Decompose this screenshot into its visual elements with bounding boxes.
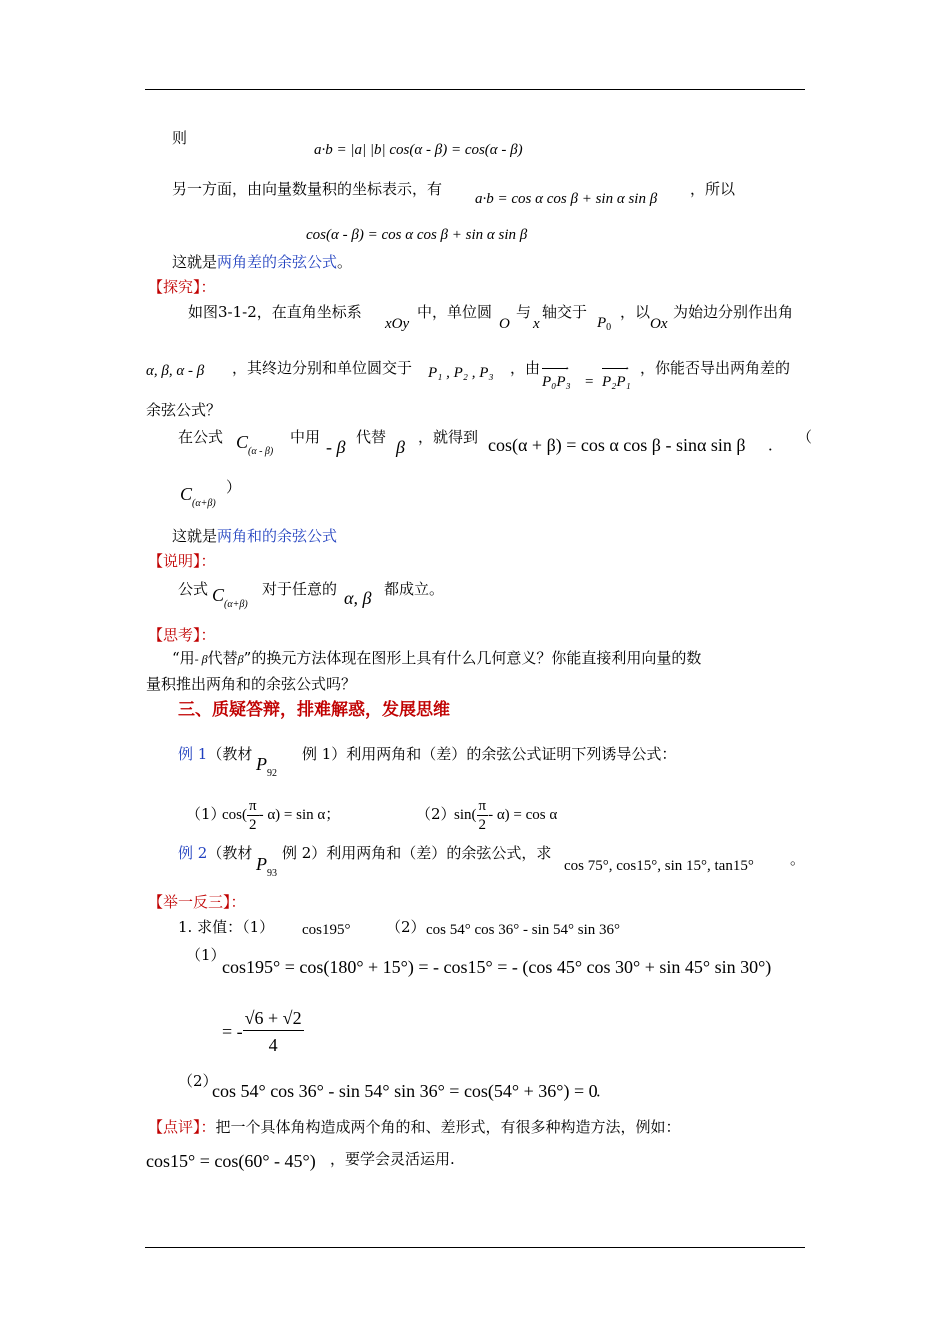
link-difference-formula[interactable]: 两角差的余弦公式 xyxy=(217,253,338,271)
symbol-c-sum-2: $C_{(\alpha+\beta)}$ xyxy=(212,585,248,610)
comment-row1: 【点评】：把一个具体角构造成两个角的和、差形式，有很多种构造方法，例如： xyxy=(148,1118,681,1136)
text-douchengli: 都成立。 xyxy=(384,580,445,598)
text-nengfou: ，你能否导出两角差的 xyxy=(640,359,791,377)
label-juyifansan: 【举一反三】： xyxy=(148,893,246,911)
comment-tail: ，要学会灵活运用. xyxy=(330,1150,455,1168)
formula-cos195: cos195° xyxy=(302,922,351,938)
text-zaigongshi: 在公式 xyxy=(178,428,224,446)
symbol-p123: P₁ , P₂ , P₃ xyxy=(428,365,494,381)
symbol-neg-beta: - β xyxy=(326,437,346,457)
paragraph-explore-row1: 如图3-1-2，在直角坐标系 xyxy=(188,303,362,321)
formula-induction-2: sin( $\frac{\pi}{2}$ - α) = cos α xyxy=(454,798,558,833)
bottom-rule xyxy=(145,1247,805,1248)
paren-left: （ xyxy=(797,428,813,446)
text-difference-formula-line: 这就是两角差的余弦公式。 xyxy=(172,253,353,271)
example-1-text: 例 1）利用两角和（差）的余弦公式证明下列诱导公式： xyxy=(302,745,677,763)
symbol-beta: β xyxy=(396,437,405,457)
formula-dot-product-coordinates: a·b = cos α cos β + sin α sin β xyxy=(475,191,658,207)
example-2-text: 例 2）利用两角和（差）的余弦公式，求 xyxy=(282,844,552,862)
symbol-p0: $P_0$ xyxy=(597,315,612,333)
dot-period: ． xyxy=(768,436,784,454)
symbol-c-diff: $C_{(\alpha - \beta)}$ xyxy=(236,432,274,457)
label-sikao: 【思考】： xyxy=(148,626,216,644)
text-daiti: 代替 xyxy=(356,428,387,446)
formula-solution-2: cos 54° cos 36° - sin 54° sin 36° = cos(54° + 36°) = 0 xyxy=(212,1081,598,1101)
text-yi: ，以 xyxy=(620,303,651,321)
item-1-number: （1） xyxy=(186,805,226,823)
item-2-number: （2） xyxy=(416,805,456,823)
formula-solution-1-result: = - $\frac{√6 + √2}{4}$ xyxy=(222,1008,302,1055)
formula-angles-list: cos 75°, cos15°, sin 15°, tan15° xyxy=(564,858,754,874)
text-gongshi: 公式 xyxy=(178,580,209,598)
text-zhongyong: 中用 xyxy=(290,428,321,446)
formula-solution-1: cos195° = cos(180° + 15°) = - cos15° = - (cos 45° cos 30° + sin 45° sin 30°) xyxy=(222,957,772,977)
formula-cos-sum: cos(α + β) = cos α cos β - sinα sin β xyxy=(488,435,746,455)
symbol-p92: $P_{92}$ xyxy=(256,754,277,779)
label-tanjiu: 【探究】： xyxy=(148,278,216,296)
paren-right: ） xyxy=(226,478,242,496)
formula-cos54-cos36: cos 54° cos 36° - sin 54° sin 36° xyxy=(426,922,620,938)
symbol-angles: α, β, α - β xyxy=(146,363,205,379)
text-suoyi: ，所以 xyxy=(690,180,736,198)
symbol-equals: = xyxy=(585,374,594,390)
vector-p2p1: → P₂P₁ xyxy=(602,373,631,391)
paragraph-coordinate-text: 另一方面，由向量数量积的坐标表示，有 xyxy=(172,180,443,198)
solution-2-number: （2） xyxy=(178,1072,218,1090)
text-danweiyuan: 中，单位圆 xyxy=(417,303,493,321)
word-ze: 则 xyxy=(172,129,188,147)
question-1-text: 1. 求值：（1） xyxy=(178,918,275,936)
paragraph-think-row1: “用- β代替β”的换元方法体现在图形上具有什么几何意义？你能直接利用向量的数 xyxy=(172,649,702,667)
formula-cos-difference: cos(α - β) = cos α cos β + sin α sin β xyxy=(306,227,528,243)
top-rule xyxy=(145,89,805,90)
example-1-line: 例 1（教材 xyxy=(178,745,253,763)
text-renyide: 对于任意的 xyxy=(262,580,338,598)
text-jiudedao: ，就得到 xyxy=(418,428,479,446)
example-2-label: 例 2 xyxy=(178,844,208,862)
text-you: ，由 xyxy=(510,359,541,377)
label-shuoming: 【说明】： xyxy=(148,552,216,570)
formula-induction-1: cos( $\frac{\pi}{2}$ - α) = sin α； xyxy=(222,798,341,833)
text-shibian: 为始边分别作出角 xyxy=(673,303,794,321)
text-zhongbian: ，其终边分别和单位圆交于 xyxy=(232,359,413,377)
symbol-o: O xyxy=(499,316,510,332)
solution-1-number: （1） xyxy=(186,946,226,964)
symbol-x: x xyxy=(533,316,540,332)
section-heading-3: 三、质疑答辩，排难解惑，发展思维 xyxy=(178,700,450,720)
symbol-c-sum: $C_{(\alpha+\beta)}$ xyxy=(180,484,216,509)
text-yu: 与 xyxy=(516,303,532,321)
symbol-alpha-beta: α, β xyxy=(344,588,372,608)
text-zhoujiaoyu: 轴交于 xyxy=(542,303,588,321)
vector-p0p3: → P₀P₃ xyxy=(542,373,571,391)
symbol-ox: Ox xyxy=(650,316,668,332)
label-dianping: 【点评】： xyxy=(148,1118,216,1136)
symbol-xoy: xOy xyxy=(385,316,410,332)
example-2-line: 例 2（教材 xyxy=(178,844,253,862)
example-2-end: 。 xyxy=(790,850,806,868)
symbol-p93: $P_{93}$ xyxy=(256,854,277,879)
paragraph-think-row2: 量积推出两角和的余弦公式吗？ xyxy=(146,675,357,693)
link-sum-formula[interactable]: 两角和的余弦公式 xyxy=(217,527,338,545)
text-sum-formula-line: 这就是两角和的余弦公式 xyxy=(172,527,338,545)
text-yuxian-question: 余弦公式？ xyxy=(146,401,222,419)
question-1-part2: （2） xyxy=(386,918,426,936)
example-1-label: 例 1 xyxy=(178,745,208,763)
dot-period-2: ． xyxy=(596,1082,612,1100)
formula-dot-product-magnitude: a·b = |a| |b| cos(α - β) = cos(α - β) xyxy=(314,142,523,158)
formula-cos15-decomposition: cos15° = cos(60° - 45°) xyxy=(146,1151,316,1171)
